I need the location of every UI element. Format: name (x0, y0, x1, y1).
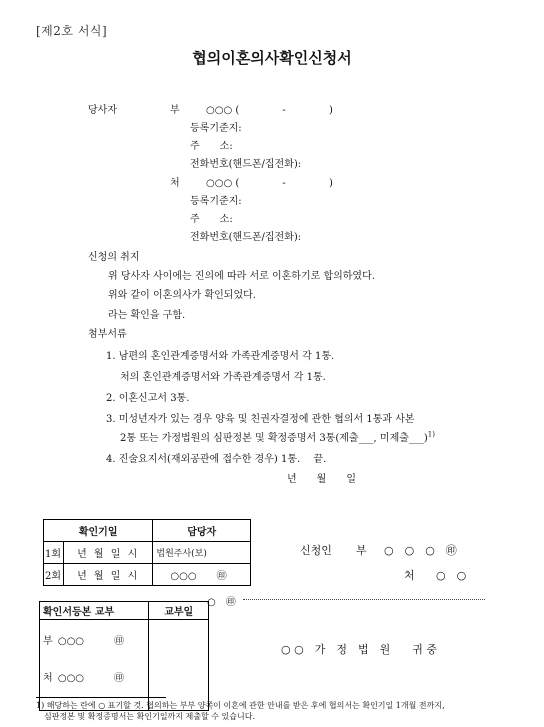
footnote-line-1: 1) 해당하는 란에 ○ 표기할 것. 협의하는 부부 양쪽이 이혼에 관한 안내를 받은 후에 협의서는 확인기일 1개월 전까지, (36, 701, 445, 710)
husband-label: 부 (170, 105, 180, 116)
attachment-item-3b: 2통 또는 가정법원의 심판정본 및 확정증명서 3통(제출___, 미제출___)$^{1)}$ (120, 430, 435, 444)
wife-address-label: 주 소: (190, 214, 233, 225)
husband-name: ○○○ ( - ) (206, 105, 333, 116)
attachment-item-1a: 1. 남편의 혼인관계증명서와 가족관계증명서 각 1통. (106, 351, 335, 362)
delivery-table (39, 601, 209, 711)
applicant-husband-label: 부 (356, 544, 367, 557)
row1-date: 년 월 일 시 (63, 542, 152, 564)
delivery-row-husband: 부 ○○○ ㊞ (43, 636, 125, 647)
footnote-ref: 1) (427, 430, 435, 439)
footnote-line-2: 심판정본 및 확정증명서는 확인기일까지 제출할 수 있습니다. (44, 712, 255, 721)
delivery-row-wife: 처 ○○○ ㊞ (43, 673, 125, 684)
purpose-line-2: 위와 같이 이혼의사가 확인되었다. (108, 290, 256, 301)
applicant-wife-marks: ○ ○ (436, 569, 467, 582)
purpose-line-3: 라는 확인을 구함. (108, 310, 186, 321)
row1-staff-cell (153, 542, 251, 564)
seal-icon: ㊞ (114, 673, 125, 684)
wife-name: ○○○ ( - ) (206, 178, 333, 189)
dotted-divider (243, 599, 485, 600)
husband-registry-label: 등록기준지: (190, 123, 242, 134)
party-label: 당사자 (88, 105, 117, 116)
staff-header: 담당자 (153, 520, 251, 542)
date-line: 년 월 일 (287, 474, 356, 485)
applicant-wife-label: 처 (404, 569, 415, 582)
row2-staff-cell (153, 564, 251, 586)
row1-label: 1회 (44, 542, 64, 564)
delivery-date-header: 교부일 (149, 602, 209, 620)
wife-phone-label: 전화번호(핸드폰/집전화): (190, 232, 302, 243)
attachment-item-1b: 처의 혼인관계증명서와 가족관계증명서 각 1통. (120, 372, 326, 383)
row1-staff: 법원주사(보) (156, 549, 207, 559)
wife-registry-label: 등록기준지: (190, 196, 242, 207)
confirm-date-header: 확인기일 (44, 520, 153, 542)
purpose-heading: 신청의 취지 (88, 252, 140, 263)
form-number: [제2호 서식] (36, 24, 108, 38)
attachment-item-4: 4. 진술요지서(재외공관에 접수한 경우) 1통. 끝. (106, 454, 327, 465)
court-addressee: ○ ○ 가 정 법 원 귀 중 (281, 643, 437, 656)
delivery-header: 확인서등본 교부 (40, 602, 149, 620)
seal-icon: ㊞ (216, 571, 227, 582)
applicant-label: 신청인 (300, 544, 332, 557)
seal-icon: ㊞ (114, 636, 125, 647)
row2-staff: ○○○ (170, 571, 197, 582)
husband-phone-label: 전화번호(핸드폰/집전화): (190, 159, 302, 170)
footnote-rule (36, 697, 166, 698)
confirm-table (43, 519, 251, 586)
applicant-husband-marks: ○ ○ ○ ㊞ (384, 544, 457, 557)
mid-marks: ○ ㊞ (207, 597, 236, 608)
attachment-item-3a: 3. 미성년자가 있는 경우 양육 및 친권자결정에 관한 협의서 1통과 사본 (106, 414, 415, 425)
row2-date: 년 월 일 시 (63, 564, 152, 586)
row2-label: 2회 (44, 564, 64, 586)
attachment-item-2: 2. 이혼신고서 3통. (106, 393, 190, 404)
wife-label: 처 (170, 178, 180, 189)
purpose-line-1: 위 당사자 사이에는 진의에 따라 서로 이혼하기로 합의하였다. (108, 271, 375, 282)
husband-address-label: 주 소: (190, 141, 233, 152)
attachments-heading: 첨부서류 (88, 329, 127, 340)
page-title: 협의이혼의사확인신청서 (192, 49, 352, 67)
